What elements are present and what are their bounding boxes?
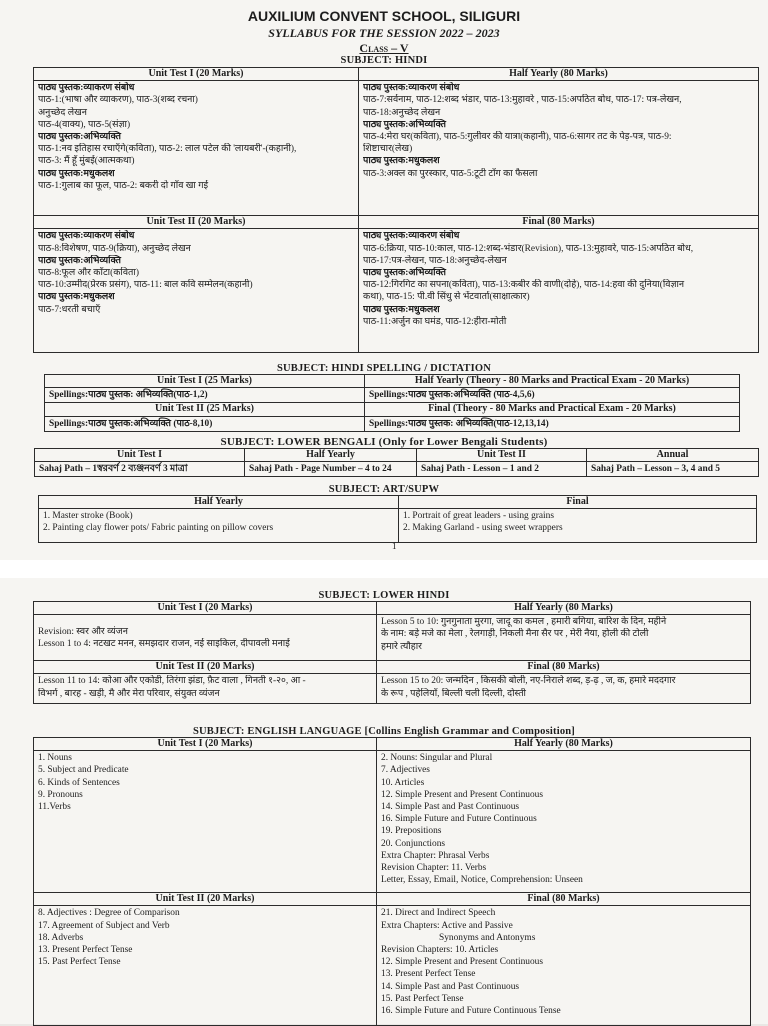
lower-hindi-half-yearly-header: Half Yearly (80 Marks) <box>377 602 751 615</box>
bengali-annual-header: Annual <box>587 449 759 462</box>
text-line: हमारे त्यौहार <box>381 641 423 652</box>
text-line: 2. Painting clay flower pots/ Fabric painting on pillow covers <box>43 523 274 534</box>
text-line: के रूप , पहेलियाँ, बिल्ली चली दिल्ली, दोस्ती <box>381 688 526 699</box>
text-line: पाठ-7:सर्वनाम, पाठ-12:शब्द भंडार, पाठ-13:मुहावरे , पाठ-15:अपठित बोध, पाठ-17: पत्र-लेखन, <box>363 95 682 106</box>
bengali-annual-cell: Sahaj Path – Lesson – 3, 4 and 5 <box>587 462 759 477</box>
text-line: पाठ-8:विशेषण, पाठ-9(क्रिया), अनुच्छेद लेखन <box>38 243 191 254</box>
spelling-final-header: Final (Theory - 80 Marks and Practical Exam - 20 Marks) <box>365 403 740 416</box>
text-line: 19. Prepositions <box>381 826 442 837</box>
hindi-half-yearly-cell <box>359 81 759 216</box>
text-line: पाठ-8:फूल और काँटा(कविता) <box>38 268 139 279</box>
text-line: पाठ्य पुस्तक:मधुकलश <box>38 168 115 179</box>
text-line: पाठ्य पुस्तक:अभिव्यक्ति <box>363 268 446 279</box>
spelling-half-yearly-cell: Spellings:पाठ्य पुस्तक:अभिव्यक्ति (पाठ-4,5,6) <box>365 388 740 403</box>
text-line: पाठ-12:गिरगिट का सपना(कविता), पाठ-13:कबीर की वाणी(दोहे), पाठ-14:हवा की दुनिया(विज्ञान <box>363 280 685 291</box>
syllabus-page-2 <box>0 578 768 1024</box>
hindi-unit2-header: Unit Test II (20 Marks) <box>34 216 359 229</box>
text-line: 14. Simple Past and Past Continuous <box>381 981 520 992</box>
text-line: पाठ-18:अनुच्छेद लेखन <box>363 107 441 118</box>
bengali-unit1-cell: Sahaj Path – 1স্বরবর্ণ 2 ব্যঞ্জনবর্ণ 3 মাত্রা <box>35 462 245 477</box>
english-unit2-cell <box>34 906 377 1026</box>
text-line: पाठ-17:पत्र-लेखन, पाठ-18:अनुच्छेद-लेखन <box>363 255 507 266</box>
spelling-table <box>44 374 740 432</box>
text-line: 2. Nouns: Singular and Plural <box>381 753 493 764</box>
text-line: पाठ्य पुस्तक:व्याकरण संबोध <box>363 231 460 242</box>
english-table <box>33 737 751 1026</box>
text-line: शिष्टाचार(लेख) <box>363 144 413 155</box>
lower-hindi-unit2-cell <box>34 674 377 704</box>
text-line: पाठ्य पुस्तक:अभिव्यक्ति <box>363 119 446 130</box>
text-line: 16. Simple Future and Future Continuous Tense <box>381 1006 561 1017</box>
text-line: 5. Subject and Predicate <box>38 765 129 776</box>
art-final-cell <box>399 509 757 543</box>
english-final-cell <box>377 906 751 1026</box>
text-line: पाठ्य पुस्तक:मधुकलश <box>363 304 440 315</box>
text-line: पाठ-4(वाक्य), पाठ-5(संज्ञा) <box>38 119 131 130</box>
lower-hindi-half-yearly-cell <box>377 615 751 661</box>
spelling-unit2-header: Unit Test II (25 Marks) <box>45 403 365 416</box>
hindi-table <box>33 67 759 353</box>
bengali-unit1-header: Unit Test I <box>35 449 245 462</box>
lower-hindi-table <box>33 601 751 704</box>
art-table <box>38 495 757 543</box>
text-line: Revision Chapter: 11. Verbs <box>381 863 487 874</box>
class-title: Class – V <box>359 41 409 55</box>
text-line: 20. Conjunctions <box>381 838 446 849</box>
bengali-subject-title: SUBJECT: LOWER BENGALI (Only for Lower Bengali Students) <box>220 436 548 448</box>
text-line: पाठ-1:गुलाब का फूल, पाठ-2: बकरी दो गाँव खा गई <box>38 180 209 191</box>
text-line: 1. Portrait of great leaders - using grains <box>403 511 554 522</box>
bengali-unit2-header: Unit Test II <box>417 449 587 462</box>
text-line: Revision Chapters: 10. Articles <box>381 945 499 956</box>
text-line: Letter, Essay, Email, Notice, Comprehension: Unseen <box>381 875 583 886</box>
text-line: कथा), पाठ-15: पी.वी सिंधु से भेंटवार्ता(साक्षात्कार) <box>363 292 530 303</box>
english-final-header: Final (80 Marks) <box>377 893 751 906</box>
text-line: Lesson 15 to 20: जन्मदिन , किसकी बोली, नए-निराले शब्द, ड़-ढ़ , ज, क, हमारे मददगार <box>381 676 676 687</box>
text-line: 12. Simple Present and Present Continuous <box>381 957 543 968</box>
syllabus-title: SYLLABUS FOR THE SESSION 2022 – 2023 <box>268 26 500 40</box>
text-line: पाठ्य पुस्तक:मधुकलश <box>363 156 440 167</box>
lower-hindi-final-header: Final (80 Marks) <box>377 661 751 674</box>
art-final-header: Final <box>399 496 757 509</box>
text-line: 1. Master stroke (Book) <box>43 511 133 522</box>
english-subject-title: SUBJECT: ENGLISH LANGUAGE [Collins English Grammar and Composition] <box>192 726 576 737</box>
text-line: 7. Adjectives <box>381 765 430 776</box>
hindi-subject-title: SUBJECT: HINDI <box>340 55 428 66</box>
english-half-yearly-header: Half Yearly (80 Marks) <box>377 738 751 751</box>
text-line: 18. Adverbs <box>38 932 84 943</box>
spelling-subject-title: SUBJECT: HINDI SPELLING / DICTATION <box>276 363 492 374</box>
text-line: पाठ-3:अक्ल का पुरस्कार, पाठ-5:टूटी टाँग का फैसला <box>363 168 538 179</box>
english-half-yearly-cell <box>377 751 751 893</box>
text-line: 9. Pronouns <box>38 789 83 800</box>
text-line: 12. Simple Present and Present Continuous <box>381 789 543 800</box>
lower-hindi-final-cell <box>377 674 751 704</box>
bengali-half-yearly-cell: Sahaj Path - Page Number – 4 to 24 <box>245 462 417 477</box>
hindi-final-cell <box>359 229 759 353</box>
english-unit1-header: Unit Test I (20 Marks) <box>34 738 377 751</box>
text-line: पाठ-3: मैं हूँ मुंबई(आत्मकथा) <box>38 156 135 167</box>
page-gap <box>0 560 768 578</box>
hindi-unit1-cell <box>34 81 359 216</box>
spelling-unit1-cell: Spellings:पाठ्य पुस्तक: अभिव्यक्ति(पाठ-1,2) <box>45 388 365 403</box>
art-half-yearly-header: Half Yearly <box>39 496 399 509</box>
text-line: पाठ्य पुस्तक:व्याकरण संबोध <box>38 83 135 94</box>
lower-hindi-unit1-header: Unit Test I (20 Marks) <box>34 602 377 615</box>
english-unit2-header: Unit Test II (20 Marks) <box>34 893 377 906</box>
text-line: 8. Adjectives : Degree of Comparison <box>38 908 180 919</box>
text-line: Extra Chapters: Active and Passive <box>381 920 513 931</box>
text-line: 21. Direct and Indirect Speech <box>381 908 496 919</box>
spelling-unit2-cell: Spellings:पाठ्य पुस्तक:अभिव्यक्ति (पाठ-8,10) <box>45 416 365 431</box>
bengali-unit2-cell: Sahaj Path - Lesson – 1 and 2 <box>417 462 587 477</box>
lower-hindi-subject-title: SUBJECT: LOWER HINDI <box>318 590 450 601</box>
text-line: 6. Kinds of Sentences <box>38 777 120 788</box>
text-line: 16. Simple Future and Future Continuous <box>381 814 537 825</box>
text-line: 11.Verbs <box>38 802 71 813</box>
text-line: Revision: स्वर और व्यंजन <box>38 627 128 638</box>
spelling-unit1-header: Unit Test I (25 Marks) <box>45 375 365 388</box>
text-line: के नाम: बड़े मजे का मेला , रेलगाड़ी, निकली मैना सैर पर , मेरी नैया, होली की टोली <box>381 629 649 640</box>
bengali-half-yearly-header: Half Yearly <box>245 449 417 462</box>
text-line: पाठ-4:मेरा घर(कविता), पाठ-5:गुलीवर की यात्रा(कहानी), पाठ-6:सागर तट के पेड़-पत्र, पाठ-9: <box>363 132 672 143</box>
text-line: पाठ-11:अर्जुन का घमंड, पाठ-12:हीरा-मोती <box>363 316 507 327</box>
spelling-final-cell: Spellings:पाठ्य पुस्तक: अभिव्यक्ति(पाठ-12,13,14) <box>365 416 740 431</box>
text-line: 17. Agreement of Subject and Verb <box>38 920 170 931</box>
text-line: 15. Past Perfect Tense <box>38 957 121 968</box>
text-line: पाठ्य पुस्तक:व्याकरण संबोध <box>38 231 135 242</box>
text-line: 13. Present Perfect Tense <box>38 945 133 956</box>
english-unit1-cell <box>34 751 377 893</box>
text-line: 14. Simple Past and Past Continuous <box>381 802 520 813</box>
text-line: Lesson 11 to 14: कोआ और एकोडी, तिरंगा झंडा, फ़ैट वाला , गिनती १-२०, आ - <box>38 676 306 687</box>
text-line: पाठ-10:उम्मीद(प्रेरक प्रसंग), पाठ-11: बाल कवि सम्मेलन(कहानी) <box>38 280 253 291</box>
text-line: Synonyms and Antonyms <box>439 932 536 943</box>
hindi-unit1-header: Unit Test I (20 Marks) <box>34 68 359 81</box>
text-line: 10. Articles <box>381 777 425 788</box>
text-line: 1. Nouns <box>38 753 72 764</box>
lower-hindi-unit2-header: Unit Test II (20 Marks) <box>34 661 377 674</box>
text-line: Lesson 5 to 10: गुनगुनाता मुरगा, जादू का कमल , हमारी बगिया, बारिश के दिन, महीने <box>381 617 667 628</box>
spelling-half-yearly-header: Half Yearly (Theory - 80 Marks and Practical Exam - 20 Marks) <box>365 375 740 388</box>
hindi-unit2-cell <box>34 229 359 353</box>
text-line: Extra Chapter: Phrasal Verbs <box>381 850 490 861</box>
art-half-yearly-cell <box>39 509 399 543</box>
text-line: विभर्ग , बारह - खड़ी, मै और मेरा परिवार, संयुक्त व्यंजन <box>38 688 220 699</box>
hindi-final-header: Final (80 Marks) <box>359 216 759 229</box>
text-line: पाठ-6:क्रिया, पाठ-10:काल, पाठ-12:शब्द-भंडार(Revision), पाठ-13:मुहावरे, पाठ-15:अपठित बोध, <box>363 243 694 254</box>
text-line: 13. Present Perfect Tense <box>381 969 476 980</box>
text-line: Lesson 1 to 4: नटखट मनन, समझदार राजन, नई साइकिल, दीपावली मनाई <box>38 639 290 650</box>
text-line: पाठ-1:(भाषा और व्याकरण), पाठ-3(शब्द रचना) <box>38 95 198 106</box>
art-subject-title: SUBJECT: ART/SUPW <box>328 484 440 495</box>
text-line: 2. Making Garland - using sweet wrappers <box>403 523 563 534</box>
text-line: पाठ्य पुस्तक:अभिव्यक्ति <box>38 132 121 143</box>
text-line: पाठ-1:नव इतिहास रचाएँगे(कविता), पाठ-2: लाल पटेल की 'लायबरी'-(कहानी), <box>38 144 297 155</box>
school-name: AUXILIUM CONVENT SCHOOL, SILIGURI <box>247 8 521 24</box>
text-line: पाठ्य पुस्तक:अभिव्यक्ति <box>38 255 121 266</box>
lower-hindi-unit1-cell <box>34 615 377 661</box>
hindi-half-yearly-header: Half Yearly (80 Marks) <box>359 68 759 81</box>
bengali-table <box>34 448 759 477</box>
text-line: अनुच्छेद लेखन <box>38 107 87 118</box>
page-number: 1 <box>392 541 397 551</box>
text-line: पाठ-7:धरती बचाएँ <box>38 304 101 315</box>
text-line: 15. Past Perfect Tense <box>381 993 464 1004</box>
text-line: पाठ्य पुस्तक:व्याकरण संबोध <box>363 83 460 94</box>
text-line: पाठ्य पुस्तक:मधुकलश <box>38 292 115 303</box>
